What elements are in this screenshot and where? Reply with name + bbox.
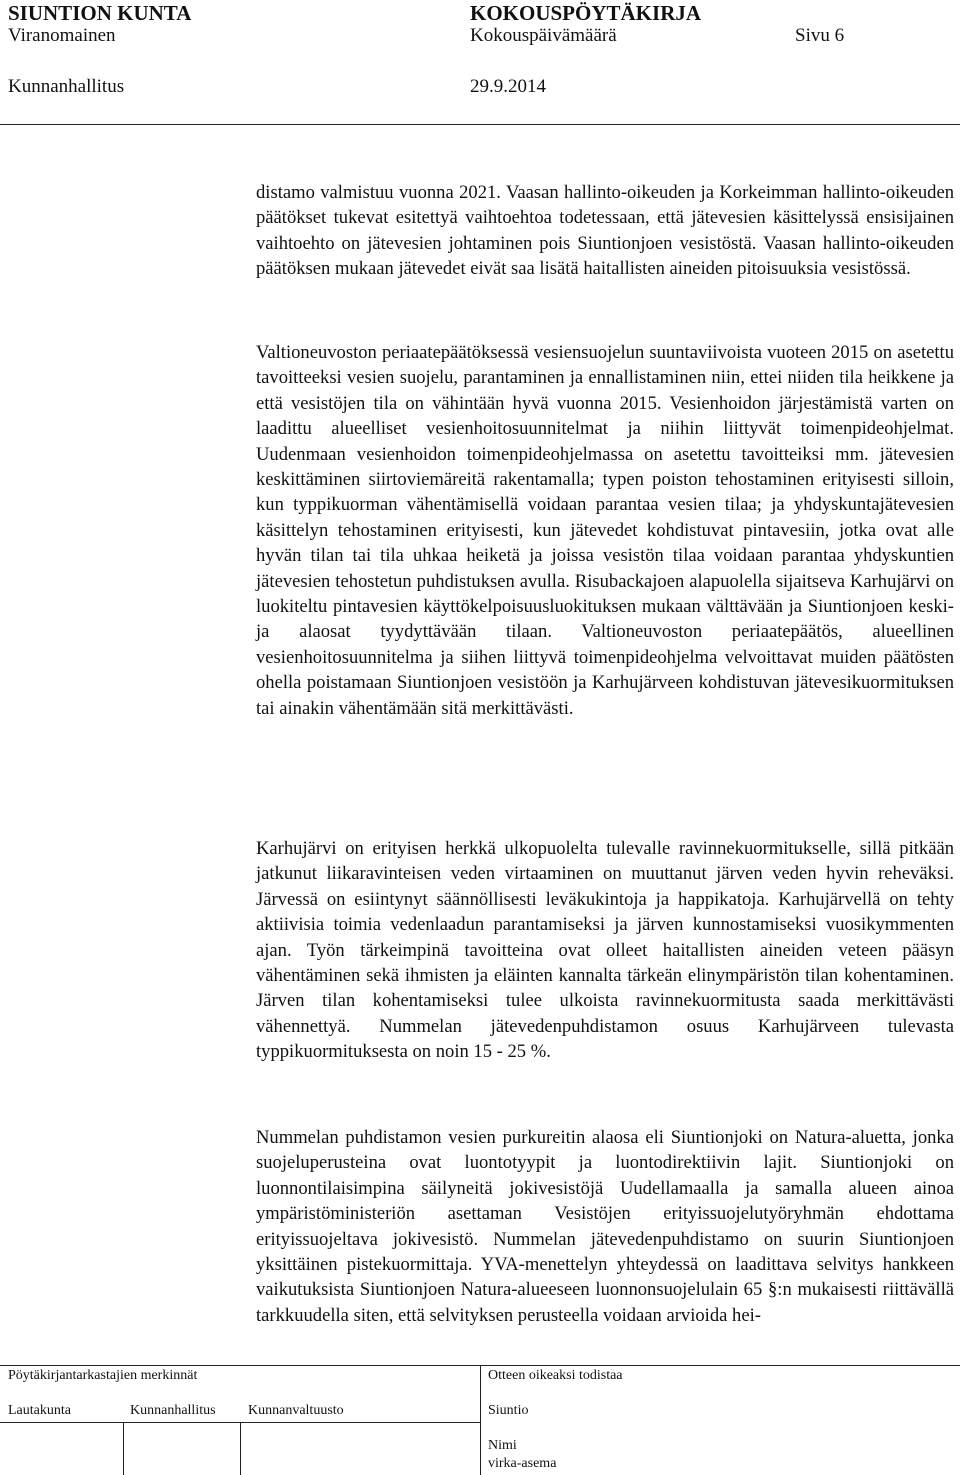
paragraph-1: distamo valmistuu vuonna 2021. Vaasan hallinto-oikeuden ja Korkeimman hallinto-oikeuden päätökset tukevat esitettyä vaihtoehtoa todetessaan, että jätevesien käsittelyssä ensisijainen vaihtoehto on jätevesien johtaminen pois Siuntionjoen vesistöstä. Vaasan hallinto-oikeuden päätöksen mukaan jätevedet eivät saa lisätä haitallisten aineiden pitoisuuksia vesistössä. (256, 182, 954, 280)
signature-col-kunnanhallitus: Kunnanhallitus (130, 1403, 216, 1418)
footer-center-divider (480, 1365, 481, 1475)
certifier-name-label: Nimi (488, 1438, 517, 1453)
certified-place: Siuntio (488, 1403, 529, 1418)
organization-name: SIUNTION KUNTA (8, 1, 192, 25)
document-type: KOKOUSPÖYTÄKIRJA (470, 1, 702, 25)
paragraph-3: Karhujärvi on erityisen herkkä ulkopuolelta tulevalle ravinnekuormitukselle, sillä pitkään jatkunut liikaravinteisen veden virtaaminen on muuttanut järven veden hyvin reheväksi. Järvessä on esiintynyt säännöllisesti leväkukintoja ja happikatoja. Karhujärvellä on tehty aktiivisia toimia vedenlaadun parantamiseksi ja järven kunnostamiseksi vuosikymmenten ajan. Työn tärkeimpinä tavoitteina ovat olleet haitallisten aineiden veteen pääsyn vähentäminen sekä ihmisten ja eläinten kannalta tärkeän elinympäristön tilan kohentaminen. Järven tilan kohentamiseksi tulee ulkoista ravinnekuormitusta saada merkittävästi vähennettyä. Nummelan jätevedenpuhdistamon osuus Karhujärveen tulevasta typpikuormituksesta on noin 15 - 25 %. (256, 838, 954, 1063)
signature-col-divider-1 (123, 1422, 124, 1475)
paragraph-2: Valtioneuvoston periaatepäätöksessä vesiensuojelun suuntaviivoista vuoteen 2015 on asetettu tavoitteeksi vesien suojelu, parantaminen ja ennallistaminen niin, ettei niiden tila heikkene ja että vesistöjen tila on vähintään hyvä vuonna 2015. Vesienhoidon järjestämistä varten on laadittu alueelliset vesienhoitosuunnitelmat ja niihin liittyvät toimenpideohjelmat. Uudenmaan vesienhoidon toimenpideohjelmassa on asetettu tavoitteiksi mm. jätevesien keskittäminen siirtoviemäreitä rakentamalla; typen poiston tehostaminen erityisesti silloin, kun typpikuorman vähentämisellä voidaan parantaa vesien tilaa; ja yhdyskuntajätevesien käsittelyn tehostaminen erityisesti, kun jätevedet kohdistuvat pintavesiin, jotka ovat alle hyvän tilan tai tila uhkaa heiketä ja joissa vesistön tilaa voidaan parantaa yhdyskuntien jätevesien tehostetun puhdistuksen avulla. Risubackajoen alapuolella sijaitseva Karhujärvi on luokiteltu pintavesien käyttökelpoisuusluokituksen mukaan välttävään ja Siuntionjoen keski- ja alaosat tyydyttävään tilaan. Valtioneuvoston periaatepäätös, alueellinen vesienhoitosuunnitelma ja siihen liittyvä toimenpideohjelma velvoittavat muiden päätösten ohella poistamaan Siuntionjoen vesistöön ja Karhujärveen kohdistuvan jätevesikuormituksen tai ainakin vähentämään sitä merkittävästi. (256, 342, 954, 719)
signature-col-lautakunta: Lautakunta (8, 1403, 71, 1418)
certified-label: Otteen oikeaksi todistaa (488, 1368, 623, 1383)
signatures-label: Pöytäkirjantarkastajien merkinnät (8, 1368, 198, 1383)
paragraph-4: Nummelan puhdistamon vesien purkureitin alaosa eli Siuntionjoki on Natura-aluetta, jonka suojeluperusteina ovat luontotyypit ja luontodirektiivin lajit. Siuntionjoki on luonnontilaisimpina säilyneitä jokivesistöjä Uudellamaalla ja samalla alueen ainoa ympäristöministeriön asettaman Vesistöjen erityissuojelutyöryhmän ehdottama erityissuojeltava jokivesistö. Nummelan jätevedenpuhdistamo on suurin Siuntionjoen yksittäinen pistekuormittaja. YVA-menettelyn yhteydessä on laadittava selvitys hankkeen vaikutuksista Siuntionjoen Natura-alueeseen luonnonsuojelulain 65 §:n mukaisesti riittävällä tarkkuudella siten, että selvityksen perusteella voidaan arvioida hei- (256, 1127, 954, 1326)
page-number: Sivu 6 (795, 25, 845, 46)
certifier-title-label: virka-asema (488, 1456, 557, 1471)
header-divider (0, 124, 960, 125)
meeting-date: 29.9.2014 (470, 76, 546, 97)
authority-label: Viranomainen (8, 25, 116, 46)
signature-col-kunnanvaltuusto: Kunnanvaltuusto (248, 1403, 344, 1418)
committee-name: Kunnanhallitus (8, 76, 125, 97)
signature-col-divider-2 (240, 1422, 241, 1475)
meeting-date-label: Kokouspäivämäärä (470, 25, 617, 46)
